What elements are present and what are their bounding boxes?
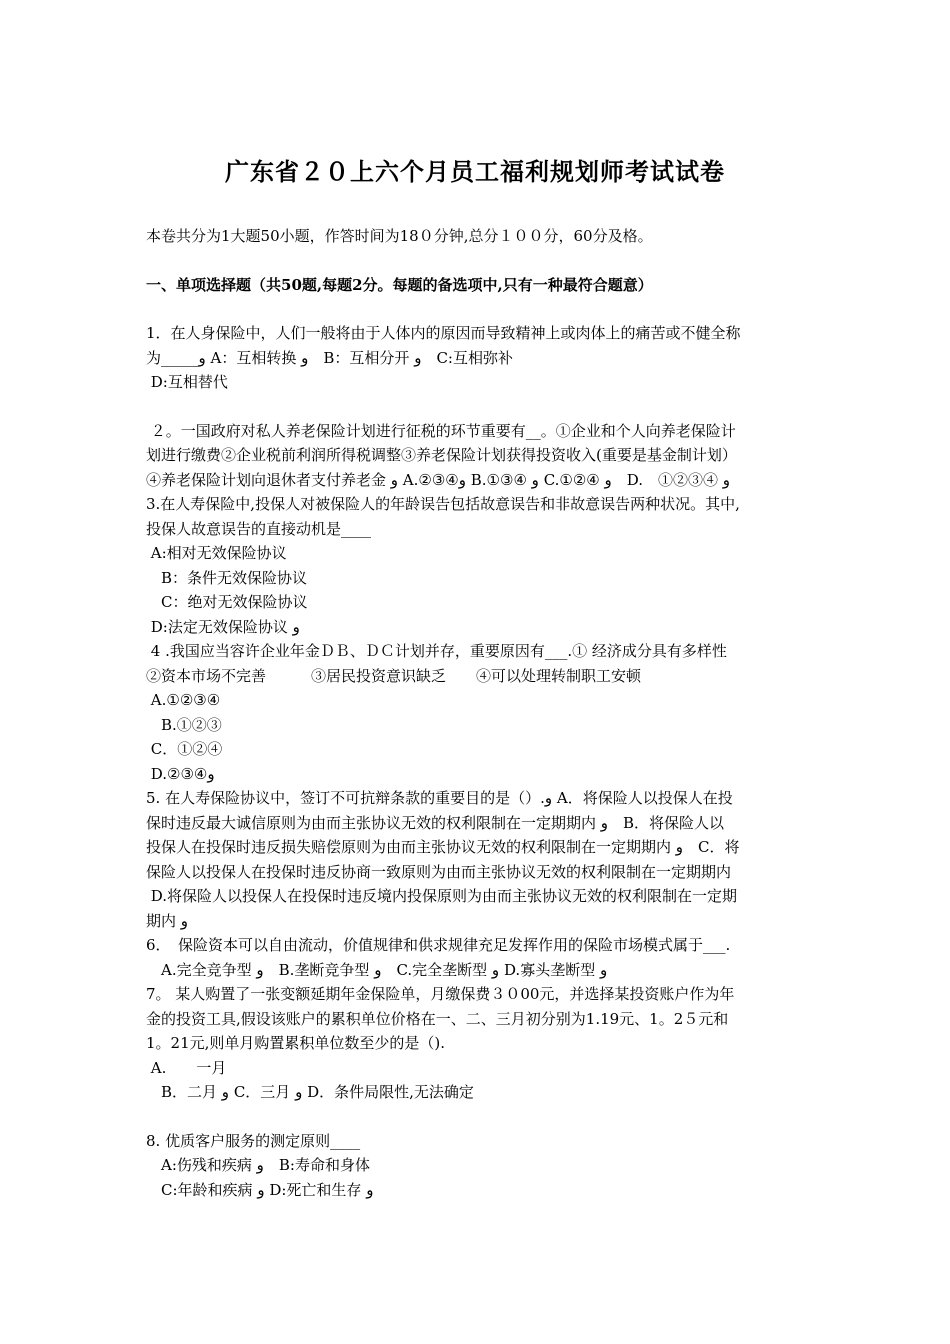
option-line: C:年龄和疾病 و D:死亡和生存 و	[146, 1180, 374, 1199]
question-4	[146, 639, 812, 786]
text-line: 为_____و A：互相转换 و B：互相分开 و C:互相弥补	[146, 348, 513, 367]
option-line: A:相对无效保险协议	[146, 544, 287, 562]
document-body	[146, 224, 812, 1202]
text-line: 金的投资工具,假设该账户的累积单位价格在一、二、三月初分别为1.19元、1。2５元和	[146, 1009, 729, 1028]
text-line: 投保人故意误告的直接动机是____	[146, 519, 372, 538]
text-line: D:互相替代	[146, 373, 228, 391]
option-line: C．①②④	[146, 740, 223, 758]
text-line: 7。 某人购置了一张变额延期年金保险单，月缴保费３０00元，并选择某投资账户作为年	[146, 985, 735, 1003]
option-line: A.完全竞争型 و B.垄断竞争型 و C.完全垄断型 و D.寡头垄断型 و	[146, 960, 608, 979]
text-line: ②资本市场不完善 ③居民投资意识缺乏 ④可以处理转制职工安顿	[146, 666, 642, 685]
text-line: ④养老保险计划向退休者支付养老金 و A.②③④و B.①③④ و C.①②④ و D. ①②③④ و	[146, 470, 731, 489]
question-6	[146, 933, 812, 982]
question-2	[146, 419, 812, 493]
text-line: 4 .我国应当容许企业年金ＤＢ、ＤＣ计划并存，重要原因有___.① 经济成分具有多样性	[146, 642, 727, 660]
text-line: 期内 و	[146, 911, 189, 930]
text-line: 保险人以投保人在投保时违反协商一致原则为由而主张协议无效的权利限制在一定期期内	[146, 862, 732, 881]
option-line: A. 一月	[146, 1058, 227, 1077]
option-line: A:伤残和疾病 و B:寿命和身体	[146, 1156, 370, 1174]
document-title: 广东省２０上六个月员工福利规划师考试试卷	[225, 157, 725, 186]
question-1	[146, 321, 812, 395]
text-line: D.将保险人以投保人在投保时违反境内投保原则为由而主张协议无效的权利限制在一定期	[146, 887, 738, 905]
text-line: 5. 在人寿保险协议中，签订不可抗辩条款的重要目的是（）.و A．将保险人以投保人在投	[146, 789, 733, 807]
text-line: ２。一国政府对私人养老保险计划进行征税的环节重要有__。①企业和个人向养老保险计	[146, 421, 736, 440]
option-line: A.①②③④	[146, 691, 221, 709]
option-line: B.①②③	[146, 715, 222, 734]
text-line: 1．在人身保险中，人们一般将由于人体内的原因而导致精神上或肉体上的痛苦或不健全称	[146, 324, 741, 342]
question-5	[146, 786, 812, 933]
text-line: 6． 保险资本可以自由流动，价值规律和供求规律充足发挥作用的保险市场模式属于___.	[146, 936, 731, 954]
text-line: 划进行缴费②企业税前利润所得税调整③养老保险计划获得投资收入(重要是基金制计划）	[146, 446, 737, 464]
option-line: B：条件无效保险协议	[146, 568, 308, 587]
text-line: 保时违反最大诚信原则为由而主张协议无效的权利限制在一定期期内 و B．将保险人以	[146, 813, 725, 832]
question-3	[146, 492, 812, 639]
option-line: C：绝对无效保险协议	[146, 593, 308, 611]
exam-intro: 本卷共分为1大题50小题，作答时间为18０分钟,总分１００分，60分及格。	[146, 227, 653, 245]
text-line: 投保人在投保时违反损失赔偿原则为由而主张协议无效的权利限制在一定期期内 و C．将	[146, 838, 740, 856]
text-line: 1。21元,则单月购置累积单位数至少的是（).	[146, 1034, 446, 1052]
option-line: B．二月 و C．三月 و D．条件局限性,无法确定	[146, 1083, 474, 1101]
text-line: 8. 优质客户服务的测定原则____	[146, 1131, 361, 1150]
question-8	[146, 1129, 812, 1203]
section-heading: 一、单项选择题（共50题,每题2分。每题的备选项中,只有一种最符合题意）	[146, 275, 653, 294]
question-7	[146, 982, 812, 1105]
option-line: D.②③④و	[146, 764, 215, 783]
option-line: D:法定无效保险协议 و	[146, 617, 300, 636]
text-line: 3.在人寿保险中,投保人对被保险人的年龄误告包括故意误告和非故意误告两种状况。其中,	[146, 495, 740, 513]
